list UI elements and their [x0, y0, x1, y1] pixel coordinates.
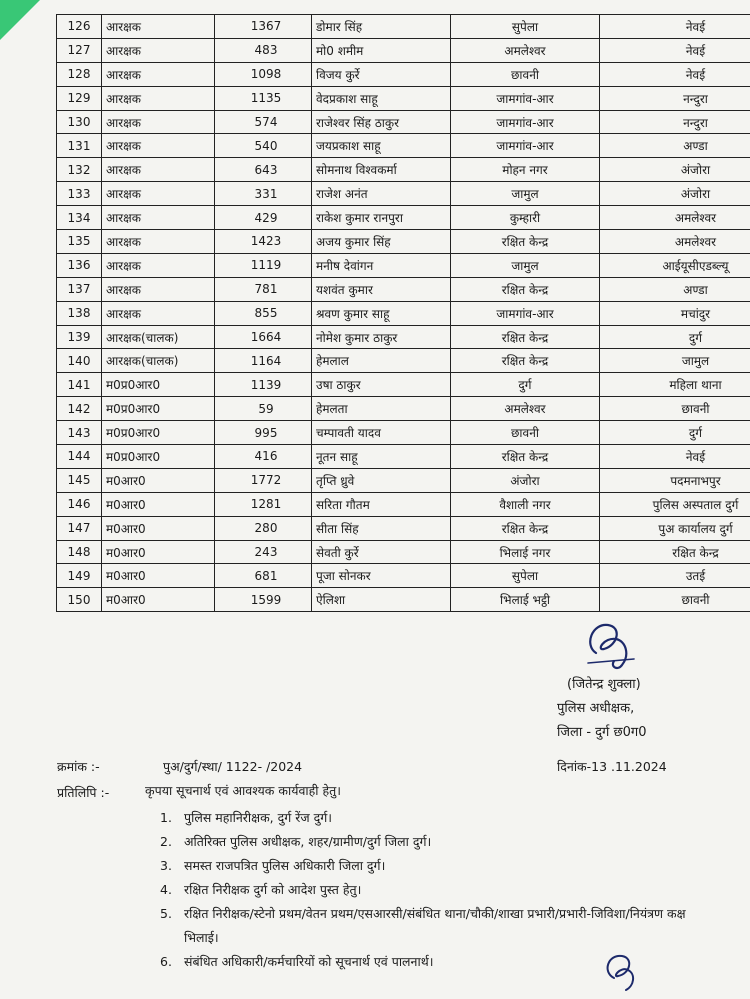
- cell-employee-name: वेदप्रकाश साहू: [312, 86, 451, 110]
- cell-serial-number: 137: [57, 277, 102, 301]
- list-item-number: 4.: [160, 882, 172, 897]
- cell-new-posting: अण्डा: [600, 277, 750, 301]
- table-row: [57, 38, 750, 62]
- cell-serial-number: 126: [57, 15, 102, 39]
- cell-badge-number: 59: [215, 397, 312, 421]
- table-row: [57, 182, 750, 206]
- copy-label: प्रतिलिपि :-: [57, 785, 110, 800]
- cell-rank: आरक्षक: [102, 253, 215, 277]
- list-item: [160, 806, 720, 830]
- signatory-designation: पुलिस अधीक्षक,: [557, 701, 635, 716]
- cell-rank: म0प्र0आर0: [102, 397, 215, 421]
- cell-badge-number: 1281: [215, 492, 312, 516]
- cell-serial-number: 134: [57, 206, 102, 230]
- cell-badge-number: 1119: [215, 253, 312, 277]
- cell-serial-number: 135: [57, 230, 102, 254]
- cell-serial-number: 147: [57, 516, 102, 540]
- cell-rank: आरक्षक: [102, 86, 215, 110]
- cell-current-posting: छावनी: [451, 62, 600, 86]
- cell-badge-number: 1139: [215, 373, 312, 397]
- cell-rank: म0आर0: [102, 588, 215, 612]
- transfer-table-body: [57, 15, 750, 612]
- signatory-block: [557, 673, 646, 745]
- cell-employee-name: पूजा सोनकर: [312, 564, 451, 588]
- cell-rank: आरक्षक: [102, 230, 215, 254]
- cell-current-posting: भिलाई नगर: [451, 540, 600, 564]
- cell-rank: म0प्र0आर0: [102, 373, 215, 397]
- table-row: [57, 421, 750, 445]
- cell-current-posting: कुम्हारी: [451, 206, 600, 230]
- cell-serial-number: 127: [57, 38, 102, 62]
- cell-rank: म0आर0: [102, 492, 215, 516]
- cell-new-posting: आईयूसीएडब्ल्यू: [600, 253, 750, 277]
- list-item-text: पुलिस महानिरीक्षक, दुर्ग रेंज दुर्ग।: [184, 810, 333, 825]
- cell-rank: आरक्षक: [102, 62, 215, 86]
- cell-current-posting: सुपेला: [451, 564, 600, 588]
- table-row: [57, 158, 750, 182]
- table-row: [57, 230, 750, 254]
- cell-badge-number: 331: [215, 182, 312, 206]
- cell-serial-number: 150: [57, 588, 102, 612]
- cell-badge-number: 416: [215, 445, 312, 469]
- reference-number: पुअ/दुर्ग/स्था/ 1122- /2024: [163, 759, 303, 774]
- cell-new-posting: पदमनाभपुर: [600, 468, 750, 492]
- cell-badge-number: 1423: [215, 230, 312, 254]
- cell-new-posting: अमलेश्वर: [600, 206, 750, 230]
- cell-rank: आरक्षक: [102, 110, 215, 134]
- order-date: दिनांक-13 .11.2024: [557, 759, 667, 774]
- cell-rank: आरक्षक(चालक): [102, 349, 215, 373]
- cell-serial-number: 142: [57, 397, 102, 421]
- cell-badge-number: 781: [215, 277, 312, 301]
- cell-badge-number: 574: [215, 110, 312, 134]
- list-item: [160, 878, 720, 902]
- cell-new-posting: नेवई: [600, 62, 750, 86]
- cell-serial-number: 148: [57, 540, 102, 564]
- cell-current-posting: जामगांव-आर: [451, 86, 600, 110]
- cell-serial-number: 129: [57, 86, 102, 110]
- cell-new-posting: नेवई: [600, 38, 750, 62]
- table-row: [57, 516, 750, 540]
- cell-new-posting: जामुल: [600, 349, 750, 373]
- cell-badge-number: 1098: [215, 62, 312, 86]
- cell-badge-number: 483: [215, 38, 312, 62]
- cell-employee-name: नोमेश कुमार ठाकुर: [312, 325, 451, 349]
- cell-serial-number: 144: [57, 445, 102, 469]
- cell-new-posting: पुलिस अस्पताल दुर्ग: [600, 492, 750, 516]
- list-item-text: अतिरिक्त पुलिस अधीक्षक, शहर/ग्रामीण/दुर्ग जिला दुर्ग।: [184, 834, 432, 849]
- cell-serial-number: 139: [57, 325, 102, 349]
- cell-employee-name: उषा ठाकुर: [312, 373, 451, 397]
- list-item-text: रक्षित निरीक्षक/स्टेनो प्रथम/वेतन प्रथम/एसआरसी/संबंधित थाना/चौकी/शाखा प्रभारी/प्रभारी-जिविशा/नियंत्रण कक्ष भिलाई।: [184, 906, 686, 945]
- cell-current-posting: जामगांव-आर: [451, 110, 600, 134]
- table-row: [57, 110, 750, 134]
- list-item-text: रक्षित निरीक्षक दुर्ग को आदेश पुस्त हेतु।: [184, 882, 362, 897]
- cell-new-posting: उतई: [600, 564, 750, 588]
- cell-badge-number: 1599: [215, 588, 312, 612]
- cell-current-posting: भिलाई भट्ठी: [451, 588, 600, 612]
- cell-current-posting: रक्षित केन्द्र: [451, 349, 600, 373]
- cell-serial-number: 143: [57, 421, 102, 445]
- table-row: [57, 588, 750, 612]
- cell-new-posting: महिला थाना: [600, 373, 750, 397]
- cell-employee-name: तृप्ति ध्रुवे: [312, 468, 451, 492]
- cell-current-posting: रक्षित केन्द्र: [451, 325, 600, 349]
- list-item-text: संबंधित अधिकारी/कर्मचारियों को सूचनार्थ एवं पालनार्थ।: [184, 954, 434, 969]
- cell-rank: आरक्षक: [102, 206, 215, 230]
- table-row: [57, 206, 750, 230]
- cell-current-posting: रक्षित केन्द्र: [451, 230, 600, 254]
- cell-serial-number: 130: [57, 110, 102, 134]
- cell-employee-name: मो0 शमीम: [312, 38, 451, 62]
- table-row: [57, 277, 750, 301]
- list-item-number: 6.: [160, 954, 172, 969]
- list-item-number: 3.: [160, 858, 172, 873]
- list-item-number: 5.: [160, 906, 172, 921]
- cell-employee-name: सोमनाथ विश्वकर्मा: [312, 158, 451, 182]
- corner-marker: [0, 0, 40, 40]
- cell-new-posting: अंजोरा: [600, 158, 750, 182]
- cell-serial-number: 141: [57, 373, 102, 397]
- cell-employee-name: राकेश कुमार रानपुरा: [312, 206, 451, 230]
- cell-current-posting: सुपेला: [451, 15, 600, 39]
- cell-badge-number: 1135: [215, 86, 312, 110]
- signatory-district: जिला - दुर्ग छ0ग0: [557, 725, 647, 740]
- cell-current-posting: जामगांव-आर: [451, 134, 600, 158]
- reference-label: क्रमांक :-: [57, 759, 100, 774]
- list-item: [160, 830, 720, 854]
- cell-employee-name: डोमार सिंह: [312, 15, 451, 39]
- list-item-text: समस्त राजपत्रित पुलिस अधिकारी जिला दुर्ग।: [184, 858, 386, 873]
- cell-new-posting: छावनी: [600, 397, 750, 421]
- cell-employee-name: अजय कुमार सिंह: [312, 230, 451, 254]
- cell-rank: म0प्र0आर0: [102, 421, 215, 445]
- cell-current-posting: अमलेश्वर: [451, 397, 600, 421]
- cell-new-posting: नेवई: [600, 445, 750, 469]
- table-row: [57, 62, 750, 86]
- cell-employee-name: श्रवण कुमार साहू: [312, 301, 451, 325]
- list-item: [160, 854, 720, 878]
- cell-serial-number: 133: [57, 182, 102, 206]
- signature-image: [574, 615, 644, 675]
- cell-employee-name: चम्पावती यादव: [312, 421, 451, 445]
- table-row: [57, 15, 750, 39]
- cell-serial-number: 146: [57, 492, 102, 516]
- cell-rank: म0आर0: [102, 468, 215, 492]
- cell-current-posting: वैशाली नगर: [451, 492, 600, 516]
- table-row: [57, 564, 750, 588]
- cell-employee-name: सेवती कुर्रे: [312, 540, 451, 564]
- cell-employee-name: राजेश अनंत: [312, 182, 451, 206]
- cell-rank: आरक्षक: [102, 301, 215, 325]
- cell-employee-name: नूतन साहू: [312, 445, 451, 469]
- cell-employee-name: हेमलाल: [312, 349, 451, 373]
- copy-intro: कृपया सूचनार्थ एवं आवश्यक कार्यवाही हेतु।: [145, 783, 342, 798]
- cell-new-posting: पुअ कार्यालय दुर्ग: [600, 516, 750, 540]
- cell-serial-number: 140: [57, 349, 102, 373]
- cell-current-posting: अंजोरा: [451, 468, 600, 492]
- cell-badge-number: 1664: [215, 325, 312, 349]
- signatory-name: (जितेन्द्र शुक्ला): [567, 677, 641, 692]
- table-row: [57, 468, 750, 492]
- cell-rank: आरक्षक: [102, 38, 215, 62]
- list-item: [160, 902, 720, 950]
- cell-serial-number: 138: [57, 301, 102, 325]
- cell-new-posting: मचांदुर: [600, 301, 750, 325]
- table-row: [57, 86, 750, 110]
- cell-employee-name: सीता सिंह: [312, 516, 451, 540]
- cell-employee-name: ऐलिशा: [312, 588, 451, 612]
- cell-serial-number: 145: [57, 468, 102, 492]
- cell-rank: म0आर0: [102, 564, 215, 588]
- cell-new-posting: अमलेश्वर: [600, 230, 750, 254]
- cell-employee-name: विजय कुर्रे: [312, 62, 451, 86]
- cell-serial-number: 128: [57, 62, 102, 86]
- table-row: [57, 492, 750, 516]
- cell-new-posting: नेवई: [600, 15, 750, 39]
- cell-badge-number: 243: [215, 540, 312, 564]
- initials-image: [594, 948, 644, 994]
- cell-employee-name: जयप्रकाश साहू: [312, 134, 451, 158]
- cell-rank: आरक्षक: [102, 277, 215, 301]
- cell-rank: आरक्षक: [102, 134, 215, 158]
- list-item-number: 1.: [160, 810, 172, 825]
- cell-current-posting: छावनी: [451, 421, 600, 445]
- cell-new-posting: नन्दुरा: [600, 86, 750, 110]
- cell-current-posting: दुर्ग: [451, 373, 600, 397]
- table-row: [57, 373, 750, 397]
- table-row: [57, 397, 750, 421]
- cell-serial-number: 131: [57, 134, 102, 158]
- cell-rank: आरक्षक: [102, 158, 215, 182]
- cell-current-posting: जामगांव-आर: [451, 301, 600, 325]
- cell-rank: आरक्षक(चालक): [102, 325, 215, 349]
- cell-badge-number: 643: [215, 158, 312, 182]
- cell-rank: आरक्षक: [102, 15, 215, 39]
- transfer-table: [56, 14, 750, 612]
- cell-employee-name: मनीष देवांगन: [312, 253, 451, 277]
- cell-new-posting: रक्षित केन्द्र: [600, 540, 750, 564]
- cell-employee-name: यशवंत कुमार: [312, 277, 451, 301]
- cell-current-posting: रक्षित केन्द्र: [451, 277, 600, 301]
- cell-new-posting: नन्दुरा: [600, 110, 750, 134]
- list-item-number: 2.: [160, 834, 172, 849]
- cell-employee-name: सरिता गौतम: [312, 492, 451, 516]
- cell-badge-number: 1772: [215, 468, 312, 492]
- cell-badge-number: 1164: [215, 349, 312, 373]
- cell-new-posting: अंजोरा: [600, 182, 750, 206]
- cell-current-posting: रक्षित केन्द्र: [451, 516, 600, 540]
- cell-serial-number: 136: [57, 253, 102, 277]
- table-row: [57, 134, 750, 158]
- table-row: [57, 253, 750, 277]
- cell-new-posting: दुर्ग: [600, 325, 750, 349]
- cell-new-posting: अण्डा: [600, 134, 750, 158]
- cell-rank: आरक्षक: [102, 182, 215, 206]
- cell-serial-number: 149: [57, 564, 102, 588]
- cell-current-posting: जामुल: [451, 253, 600, 277]
- cell-badge-number: 855: [215, 301, 312, 325]
- cell-badge-number: 429: [215, 206, 312, 230]
- cell-rank: म0आर0: [102, 516, 215, 540]
- table-row: [57, 445, 750, 469]
- cell-employee-name: राजेश्वर सिंह ठाकुर: [312, 110, 451, 134]
- cell-badge-number: 995: [215, 421, 312, 445]
- cell-current-posting: मोहन नगर: [451, 158, 600, 182]
- cell-badge-number: 540: [215, 134, 312, 158]
- cell-badge-number: 280: [215, 516, 312, 540]
- cell-serial-number: 132: [57, 158, 102, 182]
- cell-current-posting: रक्षित केन्द्र: [451, 445, 600, 469]
- cell-rank: म0आर0: [102, 540, 215, 564]
- table-row: [57, 349, 750, 373]
- table-row: [57, 540, 750, 564]
- cell-rank: म0प्र0आर0: [102, 445, 215, 469]
- cell-current-posting: अमलेश्वर: [451, 38, 600, 62]
- cell-employee-name: हेमलता: [312, 397, 451, 421]
- table-row: [57, 301, 750, 325]
- cell-current-posting: जामुल: [451, 182, 600, 206]
- cell-badge-number: 1367: [215, 15, 312, 39]
- table-row: [57, 325, 750, 349]
- cell-badge-number: 681: [215, 564, 312, 588]
- cell-new-posting: दुर्ग: [600, 421, 750, 445]
- cell-new-posting: छावनी: [600, 588, 750, 612]
